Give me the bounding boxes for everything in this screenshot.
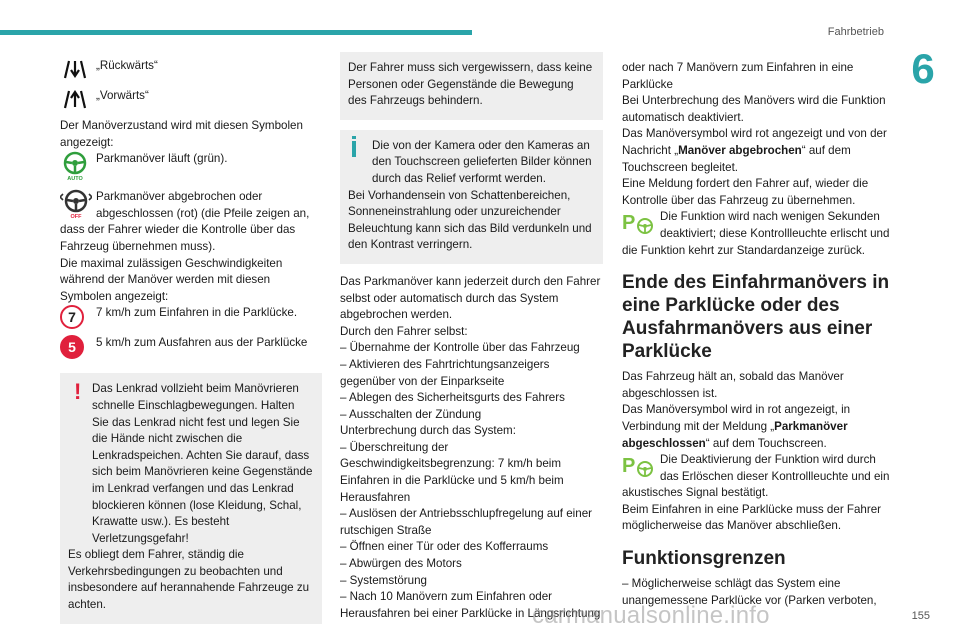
state-intro: Der Manöverzustand wird mit diesen Symbolen angezeigt: <box>60 119 303 149</box>
speed-limit-5-icon: 5 <box>60 335 84 359</box>
watermark: carmanualsonline.info <box>532 602 770 629</box>
section-title: Fahrbetrieb <box>827 26 884 38</box>
heading-limits: Funktionsgrenzen <box>622 548 786 570</box>
speed7-text: 7 km/h zum Einfahren in die Parklücke. <box>96 306 298 320</box>
info-text-1-content: Die von der Kamera oder den Kameras an den Touchscreen gelieferten Bilder können durch das Relief verformt werden. <box>372 138 592 185</box>
forward-arrows-icon <box>60 88 90 110</box>
svg-text:P: P <box>622 212 636 235</box>
c3-deactivation-confirm-text: Die Deaktivierung der Funktion wird durch das Erlöschen dieser Kontrollleuchte und ein akustisches Signal bestätigt. <box>622 453 890 500</box>
warning-box <box>60 373 322 623</box>
park-assist-auto-icon <box>60 151 90 181</box>
c3-limits-1: – Möglicherweise schlägt das System eine unangemessene Parklücke vor (Parken verboten, <box>622 577 877 607</box>
column-2 <box>340 52 603 622</box>
info-text-1 <box>348 138 595 188</box>
forward-label: „Vorwärts“ <box>96 89 149 102</box>
chapter-number: 6 <box>911 45 935 92</box>
c3-line-3 <box>622 126 890 176</box>
running-text: Parkmanöver läuft (grün). <box>96 152 228 166</box>
info-box <box>340 130 603 264</box>
off-label: OFF <box>70 214 82 220</box>
c3-line-2: Bei Unterbrechung des Manövers wird die Funktion automatisch deaktiviert. <box>622 94 886 124</box>
park-assist-green-light-icon <box>622 209 656 235</box>
column-3 <box>622 60 890 609</box>
c3-line-3a: Das Manöversymbol wird rot angezeigt und von der Nachricht „ <box>622 127 887 157</box>
running-row <box>60 151 322 181</box>
abort-line-3: – Aktivieren des Fahrtrichtungsanzeigers gegenüber von der Einparkseite <box>340 357 550 388</box>
driver-check-box <box>340 52 603 120</box>
heading-end-maneuver: Ende des Einfahrmanövers in eine Parklücke oder des Ausfahrmanövers aus einer Parklücke <box>622 272 890 363</box>
abort-line-12: – Nach 10 Manövern zum Einfahren oder Herausfahren bei einer Parklücke in Längsrichtung <box>340 590 601 620</box>
abort-line-4: – Ablegen des Sicherheitsgurts des Fahrers <box>340 391 565 405</box>
driver-check-text: Der Fahrer muss sich vergewissern, dass keine Personen oder Gegenstände die Bewegung des Fahrzeugs behindern. <box>348 61 593 108</box>
info-text-2: Bei Vorhandensein von Schattenbereichen, Sonneneinstrahlung oder unzureichender Beleuchtung kann sich das Bild verdunkeln und den Kontrast verringern. <box>348 188 592 252</box>
c3-line-1: oder nach 7 Manövern zum Einfahren in eine Parklücke <box>622 61 854 91</box>
reverse-label: „Rückwärts“ <box>96 59 158 72</box>
reverse-row <box>60 58 322 82</box>
c3-end-2a: Das Manöversymbol wird in rot angezeigt, in Verbindung mit der Meldung „ <box>622 403 851 433</box>
c3-line-4: Eine Meldung fordert den Fahrer auf, wieder die Kontrolle über das Fahrzeug zu übernehmen. <box>622 177 869 207</box>
c3-end-1: Das Fahrzeug hält an, sobald das Manöver abgeschlossen ist. <box>622 370 844 400</box>
reverse-arrows-icon <box>60 58 90 80</box>
c3-line-3b: Manöver abgebrochen <box>678 143 802 157</box>
c3-deactivation-text: Die Funktion wird nach wenigen Sekunden deaktiviert; diese Kontrollleuchte erlischt und die Funktion kehrt zur Standardanzeige zurück. <box>622 210 890 257</box>
abort-line-10: – Abwürgen des Motors <box>340 557 462 571</box>
c3-end-3: Beim Einfahren in eine Parklücke muss der Fahrer möglicherweise das Manöver abschließen. <box>622 502 882 533</box>
abort-line-7: – Überschreitung der Geschwindigkeitsbegrenzung: 7 km/h beim Einfahren in die Parklücke und 5 km/h beim Herausfahren <box>340 440 564 504</box>
abort-line-2: – Übernahme der Kontrolle über das Fahrzeug <box>340 341 580 355</box>
info-icon <box>352 141 356 157</box>
aborted-row <box>60 189 322 255</box>
abort-conditions <box>340 274 603 622</box>
warning-text-1-content: Das Lenkrad vollzieht beim Manövrieren schnelle Einschlagbewegungen. Halten Sie das Lenkrad nicht fest und legen Sie die Hände nicht zwischen die Lenkradspeichen. Achten Sie darauf, dass sich beim Manövrieren keine Gegenstände im Lenkrad verfangen und das Lenkrad blockieren können (lose Kleidung, Schal, Krawatte usw.). Es besteht Verletzungsgefahr! <box>92 382 313 545</box>
c3-end-2b: Parkmanöver abgeschlossen <box>622 419 848 450</box>
c3-warning-light-row-1 <box>622 209 890 259</box>
header-accent-bar <box>0 30 472 35</box>
park-assist-green-light-icon-2 <box>622 452 656 478</box>
abort-line-5: – Ausschalten der Zündung <box>340 407 482 421</box>
speed-limit-7-icon: 7 <box>60 305 84 329</box>
column-1 <box>60 56 322 634</box>
c3-end-2c: “ auf dem Touchscreen. <box>705 436 827 450</box>
speed7-row <box>60 305 322 335</box>
warning-text-2: Es obliegt dem Fahrer, ständig die Verkehrsbedingungen zu beobachten und insbesondere auf herannahende Fahrzeuge zu achten. <box>68 548 310 612</box>
abort-line-8: – Auslösen der Antriebsschlupfregelung auf einer rutschigen Straße <box>340 507 593 537</box>
abort-line-0: Das Parkmanöver kann jederzeit durch den Fahrer selbst oder automatisch durch das System abgebrochen werden. <box>340 274 601 322</box>
c3-line-3c: “ auf dem Touchscreen begleitet. <box>622 143 851 174</box>
aborted-text: Parkmanöver abgebrochen oder abgeschlossen (rot) (die Pfeile zeigen an, dass der Fahrer wieder die Kontrolle über das Fahrzeug übernehmen muss). <box>60 190 310 253</box>
abort-line-9: – Öffnen einer Tür oder des Kofferraums <box>340 540 549 554</box>
auto-label: AUTO <box>67 176 83 182</box>
park-assist-off-icon <box>60 189 92 219</box>
warning-text-1 <box>68 381 314 547</box>
abort-line-6: Unterbrechung durch das System: <box>340 424 516 438</box>
forward-row <box>60 88 322 112</box>
speed5-text: 5 km/h zum Ausfahren aus der Parklücke <box>96 336 308 350</box>
warning-exclamation-icon: ! <box>74 379 82 405</box>
svg-text:P: P <box>622 455 636 478</box>
page-number: 155 <box>911 610 930 622</box>
abort-line-11: – Systemstörung <box>340 573 427 587</box>
abort-line-1: Durch den Fahrer selbst: <box>340 324 468 338</box>
speed-intro: Die maximal zulässigen Geschwindigkeiten während der Manöver werden mit diesen Symbolen angezeigt: <box>60 256 283 303</box>
speed5-row <box>60 335 322 363</box>
c3-end-2 <box>622 402 890 452</box>
c3-warning-light-row-2 <box>622 452 890 502</box>
